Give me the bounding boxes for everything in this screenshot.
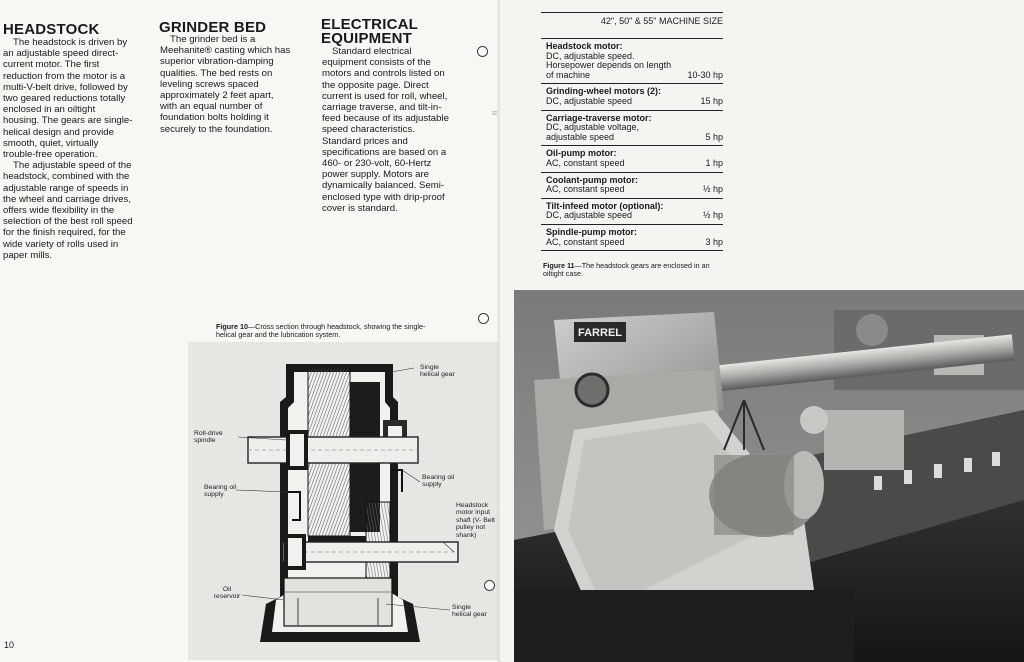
grinder-bed-heading: GRINDER BED [159,19,267,36]
grinder-bed-text [160,34,292,135]
farrel-nameplate: FARREL [578,327,622,339]
motor-horsepower: 10-30 hp [687,69,723,80]
callout-roll-drive-spindle: Roll-drive spindle [194,430,223,445]
table-row [541,172,723,198]
callout-single-helical-gear-top: Single helical gear [420,364,455,379]
table-row [541,145,723,171]
motor-name: Grinding-wheel motors (2): [546,86,662,97]
electrical-equipment-text [322,46,454,214]
motor-name: Tilt-infeed motor (optional): [546,200,664,211]
motor-horsepower: 3 hp [705,236,723,247]
motor-specifications-table [541,12,723,251]
binder-hole-bottom [484,580,495,591]
binder-hole-middle [478,313,489,324]
callout-bearing-oil-supply-left: Bearing oil supply [204,484,237,499]
page-number-left: 10 [4,640,15,650]
grinder-bed-paragraph: The grinder bed is a Meehanite® casting which has superior vibration-damping qualities. The bed rests on leveling screws spaced approximately 2 feet apart, with an equal number of foundation bolts holding it securely to the foundation. [160,34,291,135]
table-row [541,224,723,250]
callout-bearing-oil-supply-right: Bearing oil supply [422,474,455,489]
motor-horsepower: 5 hp [705,131,723,142]
motor-description: DC, adjustable voltage, adjustable speed [546,122,640,142]
motor-horsepower: ½ hp [702,184,723,195]
headstock-paragraph-1: The headstock is driven by an adjustable speed direct-current motor. The first reduction from the motor is a multi-V-belt drive, followed by two geared reductions totally enclosed in an oiltight housing. The gears are single-helical design and provide smooth, quiet, virtually trouble-free operation. [3,37,133,161]
motor-description: AC, constant speed [546,236,625,247]
figure-11-caption-text: —The headstock gears are enclosed in an oiltight case. [543,261,710,279]
left-page [0,0,500,662]
motor-description: AC, constant speed [546,184,625,195]
table-row [541,198,723,224]
motor-name: Headstock motor: [546,41,623,51]
motor-horsepower: ½ hp [702,210,723,221]
roll-grinder-photo [514,290,1024,662]
figure-10-caption-text: —Cross section through headstock, showing the single-helical gear and the lubrication system. [216,322,426,340]
motor-name: Oil-pump motor: [546,148,617,159]
table-bottom-rule [541,250,723,251]
headstock-text [3,37,133,261]
table-row [541,38,723,83]
figure-11-caption [543,262,723,279]
motor-horsepower: 15 hp [700,95,723,106]
table-rows [541,38,723,250]
motor-description: DC, adjustable speed. Horsepower depends on length of machine [546,50,672,80]
motor-horsepower: 1 hp [705,157,723,168]
motor-description: DC, adjustable speed [546,210,633,221]
motor-name: Carriage-traverse motor: [546,112,652,123]
callout-motor-input-shaft: Headstock motor input shaft (V- Belt pulley not shank) [456,502,495,539]
table-row [541,83,723,109]
binder-hole-top [477,46,488,57]
motor-description: AC, constant speed [546,157,625,168]
motor-description: DC, adjustable speed [546,95,633,106]
gutter-mark: ||| [490,111,497,115]
figure-10-label: Figure 10 [216,322,248,331]
table-row [541,110,723,146]
callout-single-helical-gear-bottom: Single helical gear [452,604,487,619]
electrical-paragraph: Standard electrical equipment consists of the motors and controls listed on the opposite page. Direct current is used for roll, wheel, carriage traverse, and tilt-in-feed because of its adjustable speed characteristics. Standard prices and specifications are based on a 460- or 230-volt, 60-Hertz power supply. Motors are dynamically balanced. Semi-enclosed type with drip-proof cover is standard. [322,46,449,214]
motor-name: Spindle-pump motor: [546,226,637,237]
electrical-equipment-heading: ELECTRICAL EQUIPMENT [321,16,418,47]
figure-10-caption [216,323,436,340]
headstock-heading: HEADSTOCK [3,21,100,38]
callout-oil-reservoir: Oil reservoir [213,586,241,601]
page-number-right: 11 [992,624,1002,634]
headstock-paragraph-2: The adjustable speed of the headstock, combined with the adjustable range of speeds in the wheel and carriage drives, offers wide flexibility in the selection of the best roll speed for the finish required, for the wide variety of rolls used in paper mills. [3,160,133,261]
figure-11-label: Figure 11 [543,261,575,270]
motor-name: Coolant-pump motor: [546,174,638,185]
table-header: 42", 50" & 55" MACHINE SIZE [541,12,723,38]
